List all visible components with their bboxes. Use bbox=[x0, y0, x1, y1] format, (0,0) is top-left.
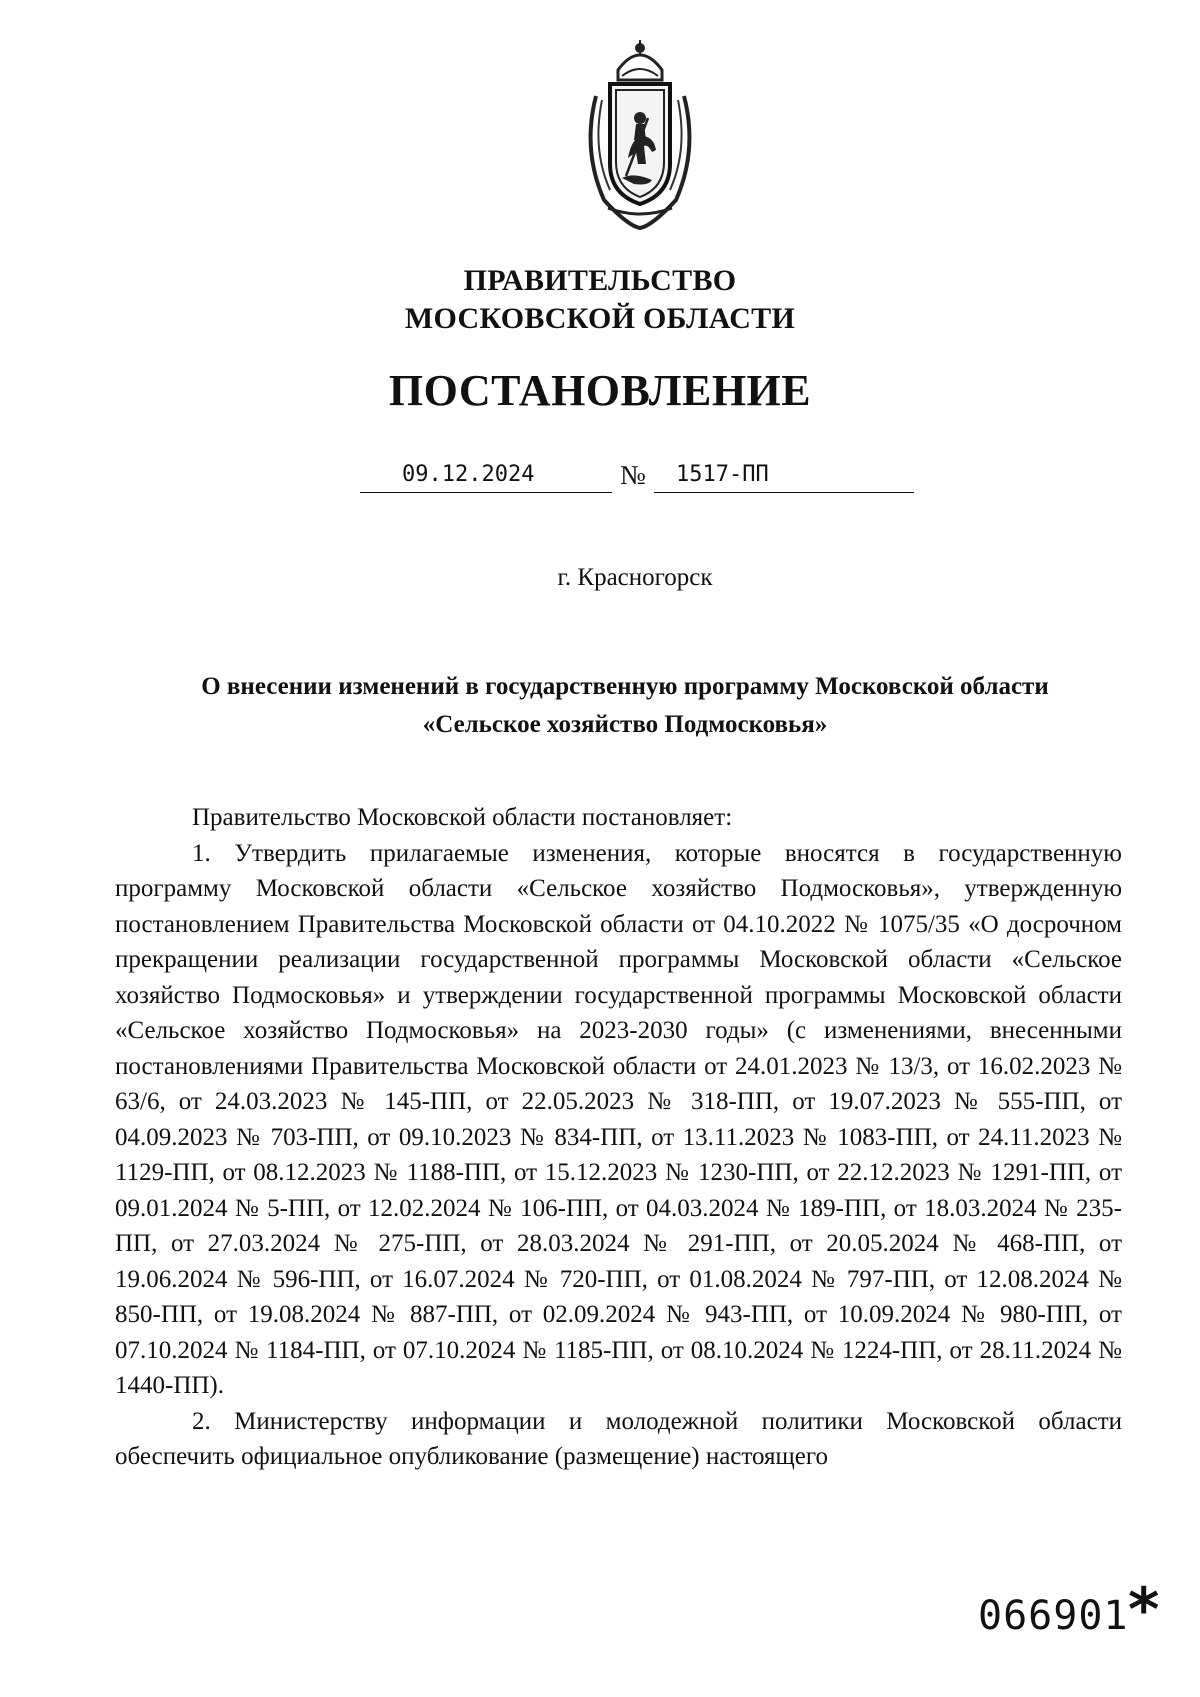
document-number: 1517-ПП bbox=[654, 458, 914, 493]
asterisk-mark: * bbox=[1128, 1575, 1160, 1645]
document-type-title: ПОСТАНОВЛЕНИЕ bbox=[388, 366, 812, 415]
document-subject bbox=[130, 668, 1120, 744]
document-body bbox=[115, 800, 1122, 1475]
serial-number: 066901 bbox=[978, 1593, 1129, 1639]
document-date: 09.12.2024 bbox=[360, 458, 612, 493]
government-title-line2: МОСКОВСКОЙ ОБЛАСТИ bbox=[404, 302, 796, 335]
subject-line2: «Сельское хозяйство Подмосковья» bbox=[422, 711, 828, 738]
date-number-row bbox=[0, 458, 1200, 498]
government-title-line1: ПРАВИТЕЛЬСТВО bbox=[463, 264, 737, 297]
subject-line1: О внесении изменений в государственную программу Московской области bbox=[201, 673, 1049, 700]
body-intro: Правительство Московской области постановляет: bbox=[192, 804, 733, 831]
body-paragraph-1: 1. Утвердить прилагаемые изменения, которые вносятся в государственную программу Московской области «Сельское хозяйство Подмосковья», утвержденную постановлением Правительства Московской области от 04.10.2022 № 1075/35 «О досрочном прекращении реализации государственной программы Московской области «Сельское хозяйство Подмосковья» и утверждении государственной программы Московской области «Сельское хозяйство Подмосковья» на 2023-2030 годы» (с изменениями, внесенными постановлениями Правительства Московской области от 24.01.2023 № 13/3, от 16.02.2023 № 63/6, от 24.03.2023 № 145-ПП, от 22.05.2023 № 318-ПП, от 19.07.2023 № 555-ПП, от 04.09.2023 № 703-ПП, от 09.10.2023 № 834-ПП, от 13.11.2023 № 1083-ПП, от 24.11.2023 № 1129-ПП, от 08.12.2023 № 1188-ПП, от 15.12.2023 № 1230-ПП, от 22.12.2023 № 1291-ПП, от 09.01.2024 № 5-ПП, от 12.02.2024 № 106-ПП, от 04.03.2024 № 189-ПП, от 18.03.2024 № 235-ПП, от 27.03.2024 № 275-ПП, от 28.03.2024 № 291-ПП, от 20.05.2024 № 468-ПП, от 19.06.2024 № 596-ПП, от 16.07.2024 № 720-ПП, от 01.08.2024 № 797-ПП, от 12.08.2024 № 850-ПП, от 19.08.2024 № 887-ПП, от 02.09.2024 № 943-ПП, от 10.09.2024 № 980-ПП, от 07.10.2024 № 1184-ПП, от 07.10.2024 № 1185-ПП, от 08.10.2024 № 1224-ПП, от 28.11.2024 № 1440-ПП). bbox=[115, 839, 1122, 1399]
coat-of-arms-icon bbox=[578, 40, 702, 230]
body-paragraph-2: 2. Министерству информации и молодежной политики Московской области обеспечить официальное опубликование (размещение) настоящего bbox=[115, 1407, 1122, 1470]
city-line: г. Красногорск bbox=[557, 564, 713, 591]
number-sign: № bbox=[620, 460, 646, 490]
